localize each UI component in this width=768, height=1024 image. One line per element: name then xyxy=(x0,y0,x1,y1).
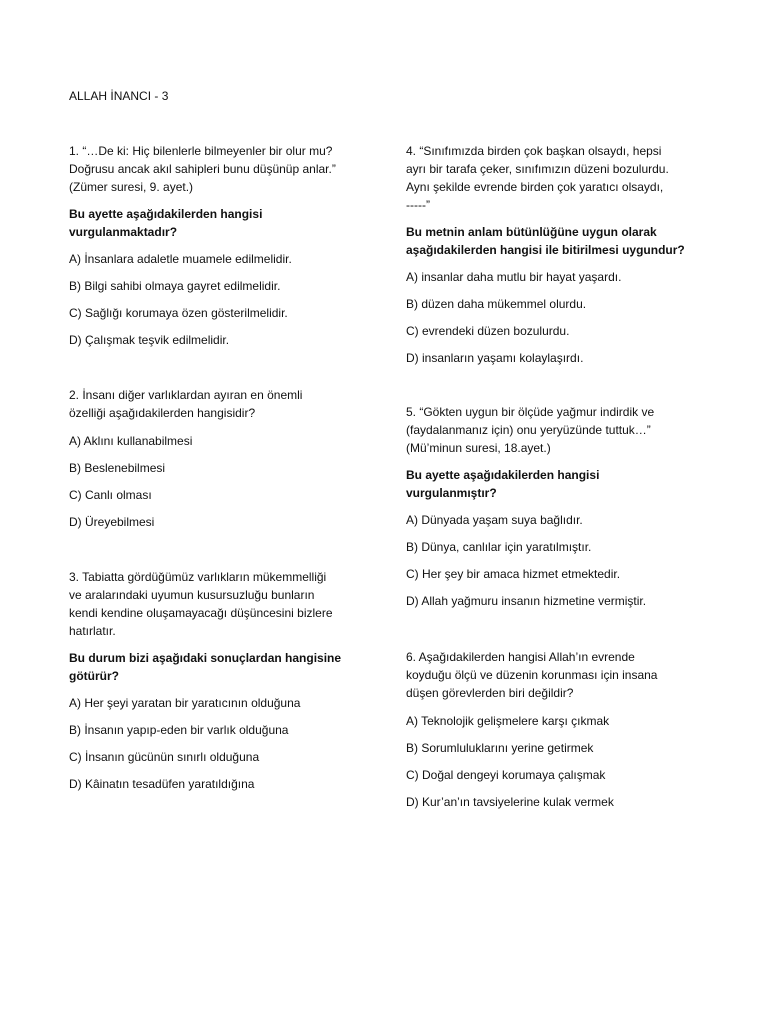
question-stem xyxy=(406,403,706,457)
stem-line: (Mü’minun suresi, 18.ayet.) xyxy=(406,441,551,455)
stem-line: hatırlatır. xyxy=(69,624,116,638)
option-c: C) İnsanın gücünün sınırlı olduğuna xyxy=(69,750,260,764)
stem-line: 3. Tabiatta gördüğümüz varlıkların mükemmelliği xyxy=(69,570,327,584)
stem-line: Doğrusu ancak akıl sahipleri bunu düşünüp anlar.” xyxy=(69,162,336,176)
instruction-line: vurgulanmıştır? xyxy=(406,486,497,500)
stem-line: özelliği aşağıdakilerden hangisidir? xyxy=(69,406,256,420)
stem-line: kendi kendine oluşamayacağı düşüncesini bizlere xyxy=(69,606,333,620)
option-b: B) Bilgi sahibi olmaya gayret edilmelidir. xyxy=(69,279,281,293)
instruction-line: götürür? xyxy=(69,669,119,683)
instruction-line: Bu durum bizi aşağıdaki sonuçlardan hangisine xyxy=(69,651,342,665)
option-c: C) Sağlığı korumaya özen gösterilmelidir. xyxy=(69,306,288,320)
stem-line: ayrı bir tarafa çeker, sınıfımızın düzeni bozulurdu. xyxy=(406,162,669,176)
stem-line: 1. “…De ki: Hiç bilenlerle bilmeyenler bir olur mu? xyxy=(69,144,333,158)
option-d: D) insanların yaşamı kolaylaşırdı. xyxy=(406,351,584,365)
stem-line: 5. “Gökten uygun bir ölçüde yağmur indirdik ve xyxy=(406,405,655,419)
question-2 xyxy=(69,386,369,531)
instruction-line: aşağıdakilerden hangisi ile bitirilmesi uygundur? xyxy=(406,243,685,257)
option-d: D) Kur’an’ın tavsiyelerine kulak vermek xyxy=(406,795,614,809)
option-b: B) Sorumluluklarını yerine getirmek xyxy=(406,741,594,755)
option-b: B) İnsanın yapıp-eden bir varlık olduğuna xyxy=(69,723,289,737)
question-6 xyxy=(406,648,706,811)
option-a: A) Aklını kullanabilmesi xyxy=(69,434,193,448)
instruction-line: Bu metnin anlam bütünlüğüne uygun olarak xyxy=(406,225,657,239)
stem-line: -----” xyxy=(406,198,430,212)
question-instruction xyxy=(69,649,369,685)
option-a: A) Her şeyi yaratan bir yaratıcının olduğuna xyxy=(69,696,301,710)
stem-line: 4. “Sınıfımızda birden çok başkan olsaydı, hepsi xyxy=(406,144,662,158)
stem-line: (Zümer suresi, 9. ayet.) xyxy=(69,180,194,194)
stem-line: 6. Aşağıdakilerden hangisi Allah’ın evrende xyxy=(406,650,635,664)
option-c: C) Canlı olması xyxy=(69,488,152,502)
options-list xyxy=(406,511,706,610)
instruction-line: vurgulanmaktadır? xyxy=(69,225,178,239)
option-a: A) İnsanlara adaletle muamele edilmelidir. xyxy=(69,252,292,266)
question-stem xyxy=(69,386,369,422)
option-d: D) Allah yağmuru insanın hizmetine vermiştir. xyxy=(406,594,647,608)
question-instruction xyxy=(406,223,706,259)
stem-line: (faydalanmanız için) onu yeryüzünde tuttuk…” xyxy=(406,423,651,437)
question-1 xyxy=(69,142,369,349)
question-instruction xyxy=(69,205,369,241)
stem-line: Aynı şekilde evrende birden çok yaratıcı olsaydı, xyxy=(406,180,664,194)
stem-line: koyduğu ölçü ve düzenin korunması için insana xyxy=(406,668,658,682)
option-c: C) Doğal dengeyi korumaya çalışmak xyxy=(406,768,606,782)
question-4 xyxy=(406,142,706,367)
question-stem xyxy=(69,568,369,640)
option-c: C) evrendeki düzen bozulurdu. xyxy=(406,324,570,338)
option-b: B) Dünya, canlılar için yaratılmıştır. xyxy=(406,540,592,554)
question-stem xyxy=(406,648,706,702)
options-list xyxy=(69,250,369,349)
stem-line: ve aralarındaki uyumun kusursuzluğu bunların xyxy=(69,588,315,602)
instruction-line: Bu ayette aşağıdakilerden hangisi xyxy=(69,207,263,221)
option-b: B) Beslenebilmesi xyxy=(69,461,166,475)
question-stem xyxy=(406,142,706,214)
options-list xyxy=(406,268,706,367)
option-a: A) Dünyada yaşam suya bağlıdır. xyxy=(406,513,583,527)
stem-line: 2. İnsanı diğer varlıklardan ayıran en önemli xyxy=(69,388,303,402)
question-stem xyxy=(69,142,369,196)
option-a: A) insanlar daha mutlu bir hayat yaşardı. xyxy=(406,270,622,284)
option-c: C) Her şey bir amaca hizmet etmektedir. xyxy=(406,567,621,581)
options-list xyxy=(406,712,706,811)
stem-line: düşen görevlerden biri değildir? xyxy=(406,686,574,700)
option-a: A) Teknolojik gelişmelere karşı çıkmak xyxy=(406,714,610,728)
option-d: D) Çalışmak teşvik edilmelidir. xyxy=(69,333,230,347)
option-d: D) Üreyebilmesi xyxy=(69,515,155,529)
question-5 xyxy=(406,403,706,610)
option-d: D) Kâinatın tesadüfen yaratıldığına xyxy=(69,777,255,791)
question-instruction xyxy=(406,466,706,502)
page-title: ALLAH İNANCI - 3 xyxy=(69,89,169,103)
options-list xyxy=(69,694,369,793)
question-3 xyxy=(69,568,369,793)
options-list xyxy=(69,432,369,531)
instruction-line: Bu ayette aşağıdakilerden hangisi xyxy=(406,468,600,482)
option-b: B) düzen daha mükemmel olurdu. xyxy=(406,297,587,311)
